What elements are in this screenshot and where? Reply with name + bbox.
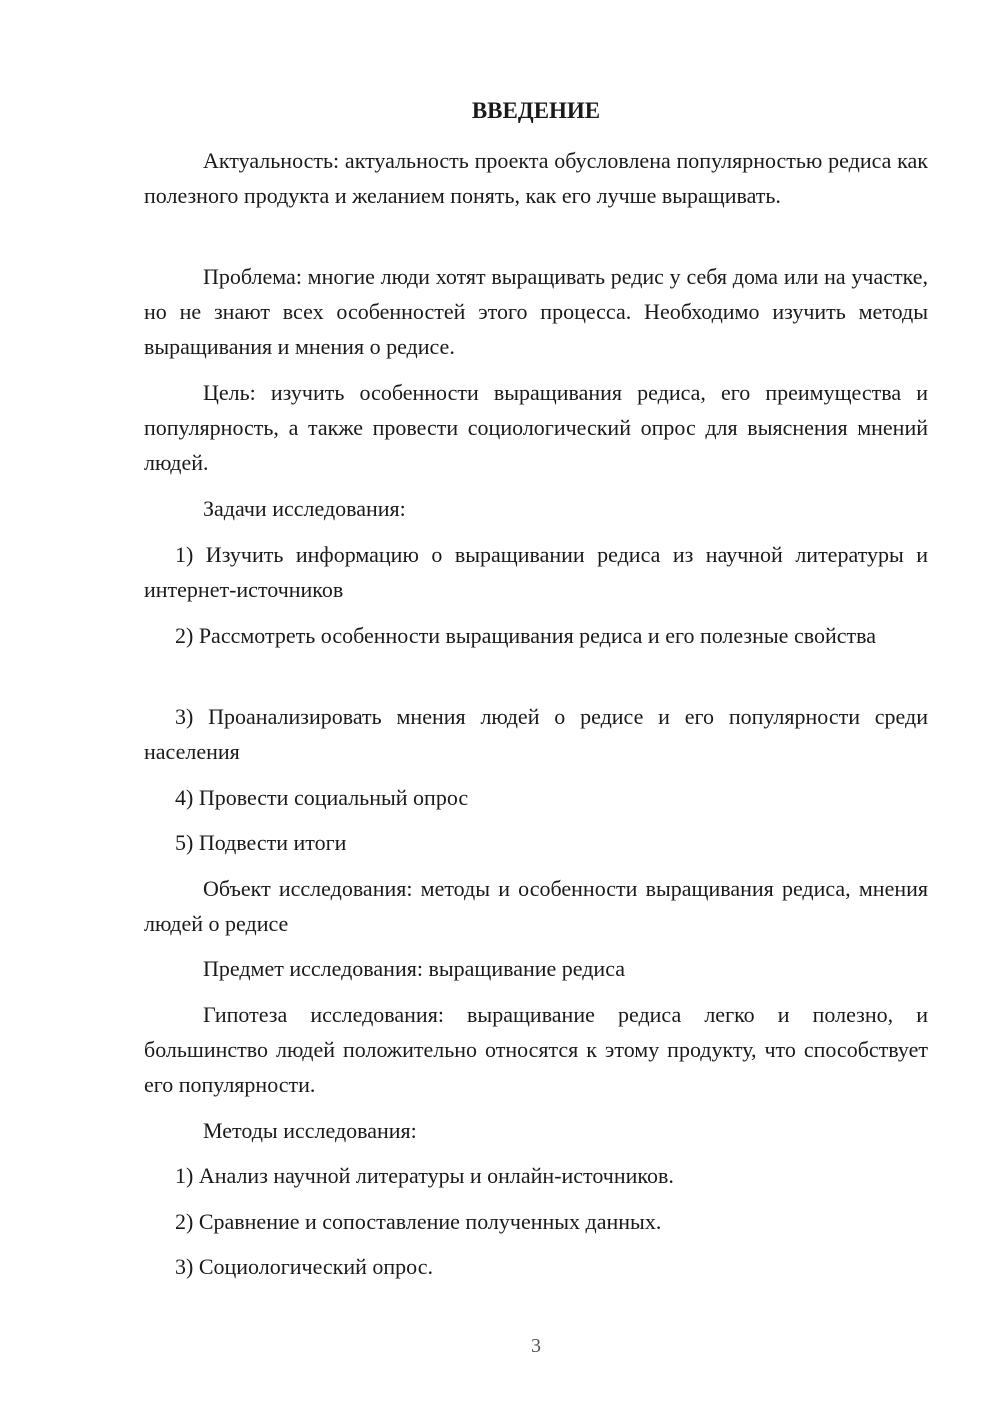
list-item-task-3: 3) Проанализировать мнения людей о редисе и его популярности среди населения: [144, 704, 928, 764]
paragraph-goal: Цель: изучить особенности выращивания редиса, его преимущества и популярность, а также провести социологический опрос для выяснения мнений людей.: [144, 380, 928, 475]
section-heading: ВВЕДЕНИЕ: [471, 98, 601, 123]
paragraph-methods-heading: Методы исследования:: [203, 1118, 417, 1143]
paragraph-object: Объект исследования: методы и особенности выращивания редиса, мнения людей о редисе: [144, 876, 928, 936]
page-number: 3: [531, 1335, 541, 1357]
list-item-method-1: 1) Анализ научной литературы и онлайн-источников.: [175, 1163, 674, 1188]
list-item-task-4: 4) Провести социальный опрос: [175, 785, 469, 810]
list-item-task-5: 5) Подвести итоги: [175, 830, 347, 855]
list-item-task-1: 1) Изучить информацию о выращивании редиса из научной литературы и интернет-источников: [144, 542, 928, 602]
paragraph-problem: Проблема: многие люди хотят выращивать редис у себя дома или на участке, но не знают всех особенностей этого процесса. Необходимо изучить методы выращивания и мнения о редисе.: [144, 264, 928, 359]
paragraph-subject: Предмет исследования: выращивание редиса: [203, 956, 626, 981]
paragraph-relevance: Актуальность: актуальность проекта обусловлена популярностью редиса как полезного продукта и желанием понять, как его лучше выращивать.: [144, 148, 928, 208]
list-item-task-2: 2) Рассмотреть особенности выращивания редиса и его полезные свойства: [175, 623, 876, 648]
list-item-method-2: 2) Сравнение и сопоставление полученных данных.: [175, 1209, 662, 1234]
paragraph-hypothesis: Гипотеза исследования: выращивание редиса легко и полезно, и большинство людей положительно относятся к этому продукту, что способствует его популярности.: [144, 1002, 928, 1097]
list-item-method-3: 3) Социологический опрос.: [175, 1254, 433, 1279]
paragraph-tasks-heading: Задачи исследования:: [203, 496, 406, 521]
